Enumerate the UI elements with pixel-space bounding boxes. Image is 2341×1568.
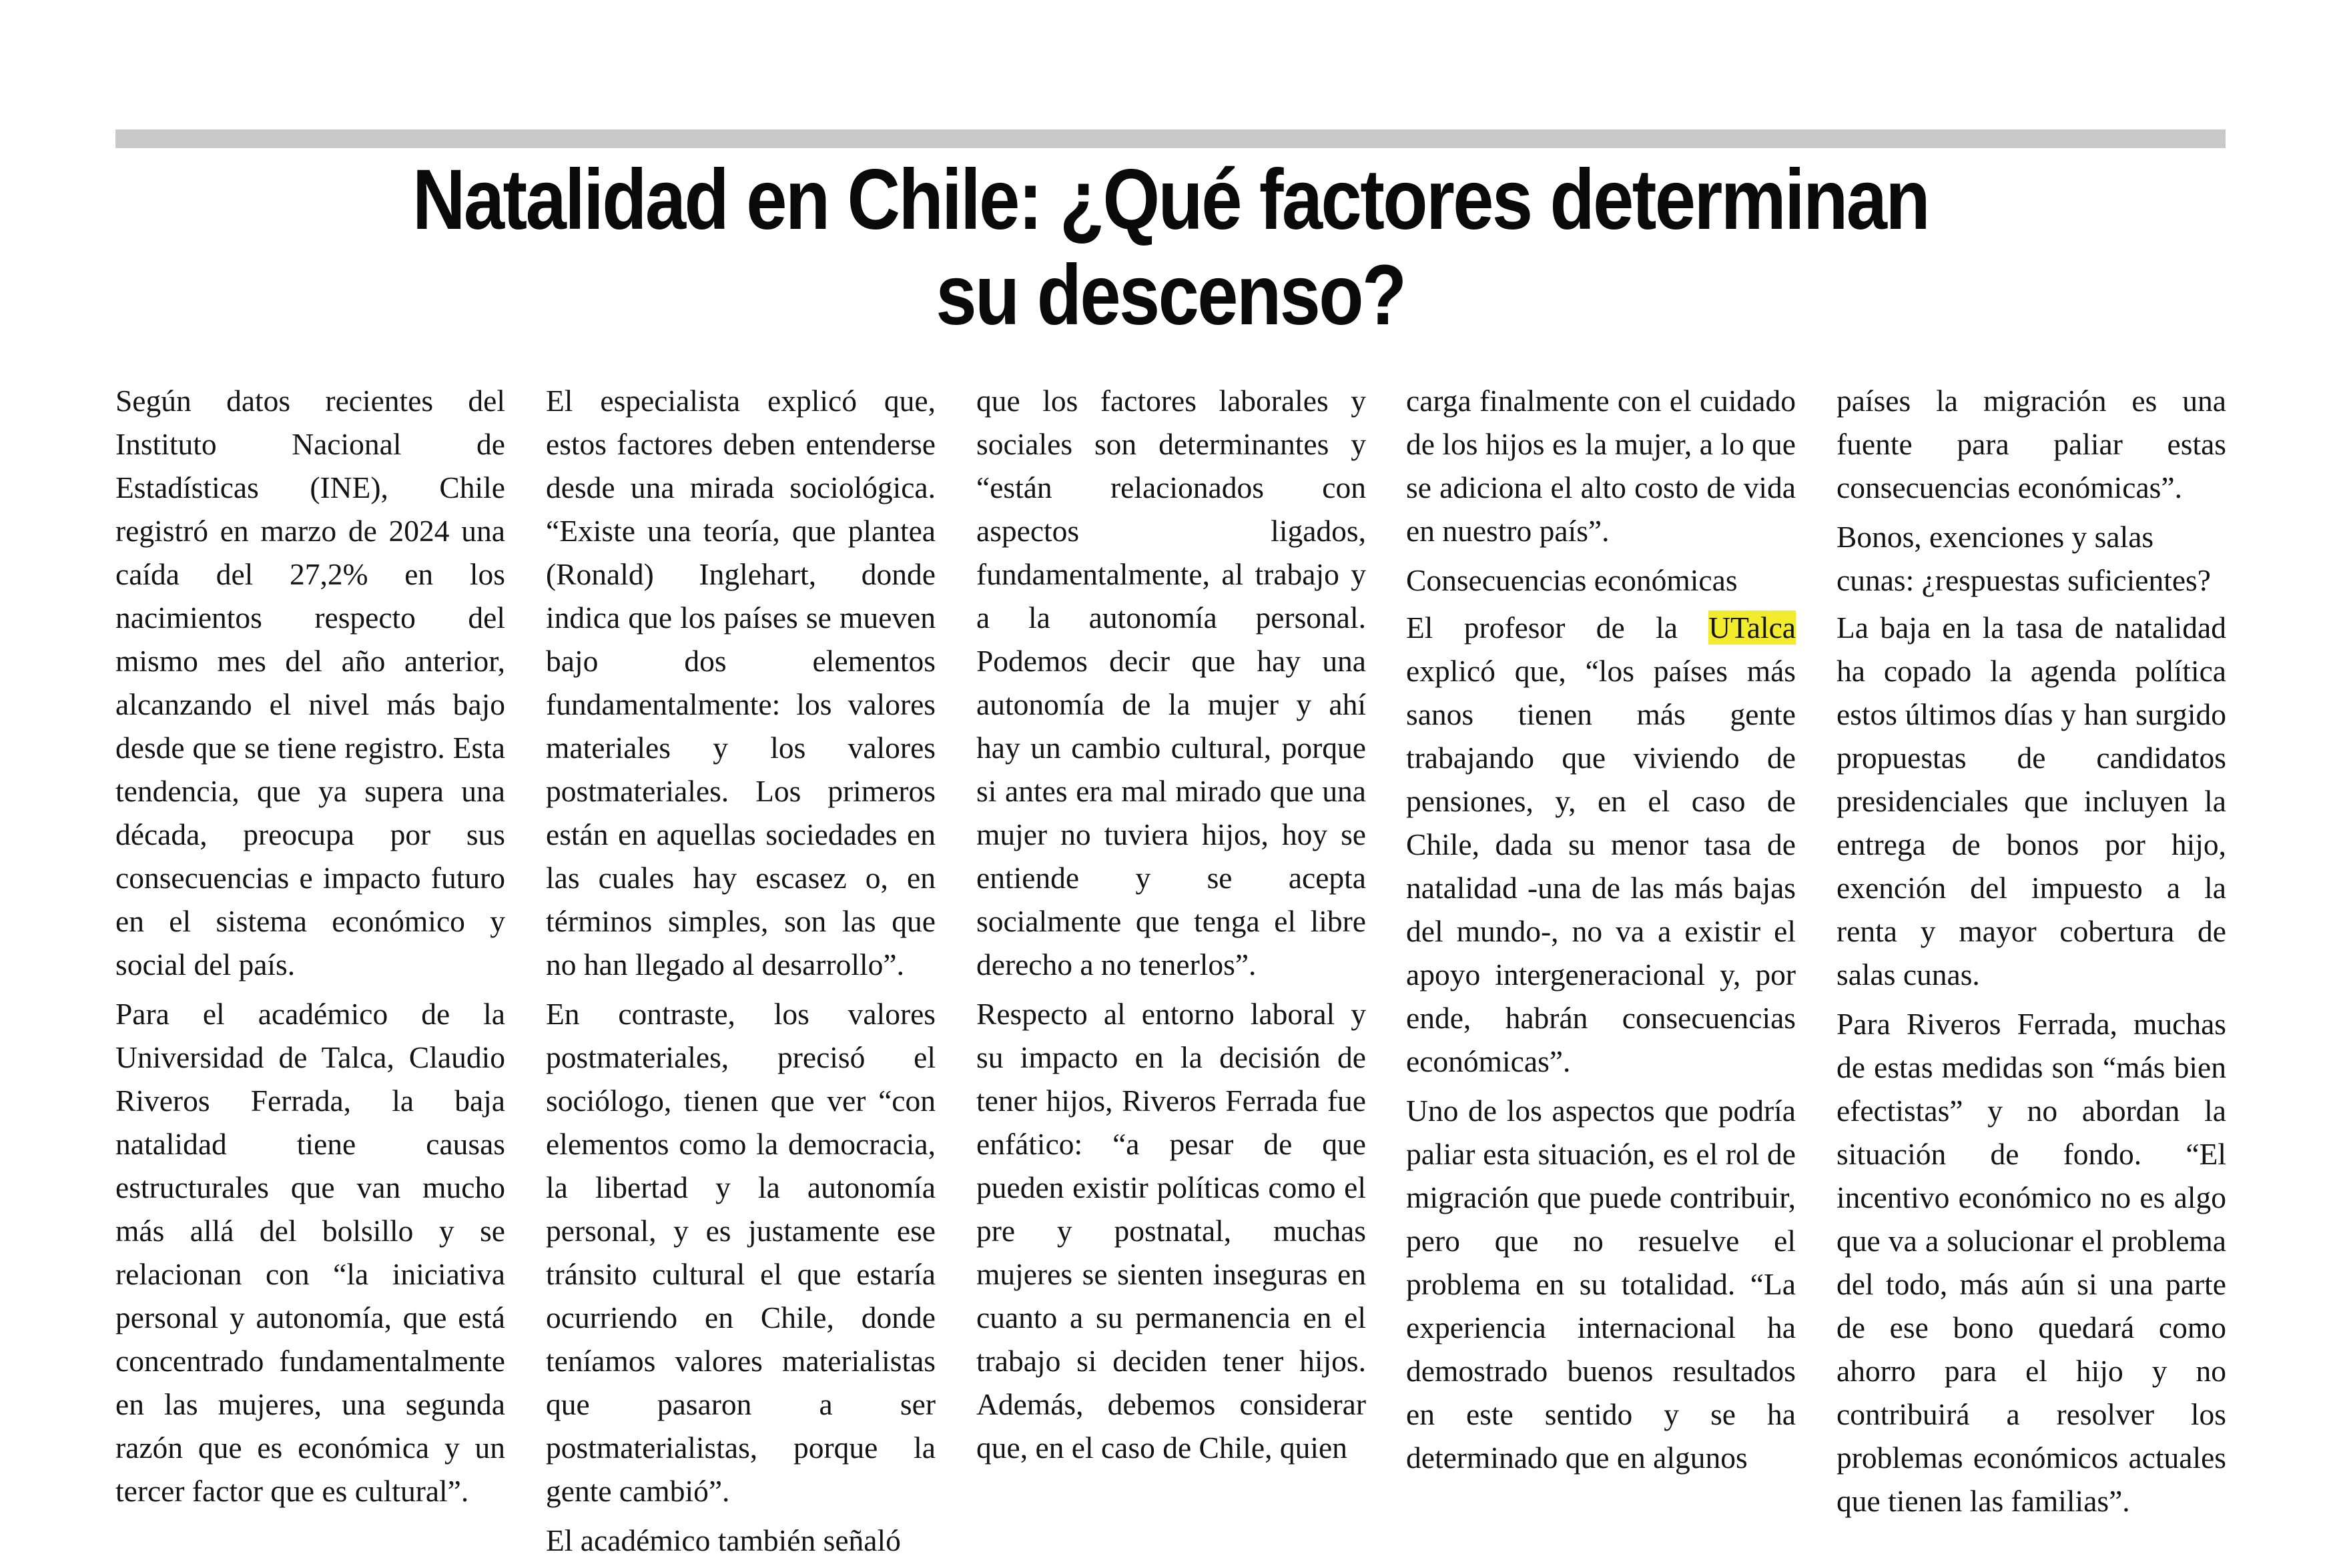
paragraph-text: El profesor de la [1406, 611, 1709, 645]
article-column-4 [1406, 379, 1796, 1485]
headline [263, 152, 2077, 343]
body-paragraph: Respecto al entorno laboral y su impacto en la decisión de tener hijos, Riveros Ferrada fue enfático: “a pesar de que pueden existir políticas como el pre y postnatal, muchas mujeres se sienten inseguras en cuanto a su permanencia en el trabajo si deciden tener hijos. Además, debemos considerar que, en el caso de Chile, quien [976, 997, 1366, 1465]
article-column-1 [115, 379, 505, 1519]
body-paragraph: Para Riveros Ferrada, muchas de estas medidas son “más bien efectistas” y no abordan la situación de fondo. “El incentivo económico no es algo que va a solucionar el problema del todo, más aún si una parte de ese bono quedará como ahorro para el hijo y no contribuirá a resolver los problemas económicos actuales que tienen las familias”. [1836, 1007, 2226, 1518]
article-column-2 [546, 379, 936, 1568]
body-paragraph: Para el académico de la Universidad de Talca, Claudio Riveros Ferrada, la baja natalidad tiene causas estructurales que van mucho más allá del bolsillo y se relacionan con “la iniciativa personal y autonomía, que está concentrado fundamentalmente en las mujeres, una segunda razón que es económica y un tercer factor que es cultural”. [115, 997, 505, 1508]
article-column-5 [1836, 379, 2226, 1529]
section-subheading: Consecuencias económicas [1406, 563, 1738, 597]
body-paragraph [1406, 606, 1796, 1083]
body-paragraph: Uno de los aspectos que podría paliar esta situación, es el rol de migración que puede contribuir, pero que no resuelve el problema en su totalidad. “La experiencia internacional ha demostrado buenos resultados en este sentido y se ha determinado que en algunos [1406, 1094, 1796, 1475]
headline-line-2: su descenso? [936, 248, 1405, 343]
article-column-3 [976, 379, 1366, 1475]
body-paragraph: El especialista explicó que, estos factores deben entenderse desde una mirada sociológica. “Existe una teoría, que plantea (Ronald) Inglehart, donde indica que los países se mueven bajo dos elementos fundamentalmente: los valores materiales y los valores postmateriales. Los primeros están en aquellas sociedades en las cuales hay escasez o, en términos simples, son las que no han llegado al desarrollo”. [546, 384, 936, 982]
body-paragraph: En contraste, los valores postmateriales, precisó el sociólogo, tienen que ver “con elementos como la democracia, la libertad y la autonomía personal, y es justamente ese tránsito cultural el que estaría ocurriendo en Chile, donde teníamos valores materialistas que pasaron a ser postmaterialistas, porque la gente cambió”. [546, 997, 936, 1508]
headline-line-1: Natalidad en Chile: ¿Qué factores determinan [412, 152, 1929, 248]
paragraph-text: explicó que, “los países más sanos tienen más gente trabajando que viviendo de pensiones, y, en el caso de Chile, dada su menor tasa de natalidad -una de las más bajas del mundo-, no va a existir el apoyo intergeneracional y, por ende, habrán consecuencias económicas”. [1406, 654, 1796, 1078]
body-paragraph: países la migración es una fuente para paliar estas consecuencias económicas”. [1836, 384, 2226, 504]
body-paragraph: La baja en la tasa de natalidad ha copado la agenda política estos últimos días y han surgido propuestas de candidatos presidenciales que incluyen la entrega de bonos por hijo, exención del impuesto a la renta y mayor cobertura de salas cunas. [1836, 611, 2226, 992]
header-rule [115, 129, 2226, 148]
body-paragraph: que los factores laborales y sociales son determinantes y “están relacionados con aspectos ligados, fundamentalmente, al trabajo y a la autonomía personal. Podemos decir que hay una autonomía de la mujer y ahí hay un cambio cultural, porque si antes era mal mirado que una mujer no tuviera hijos, hoy se entiende y se acepta socialmente que tenga el libre derecho a no tenerlos”. [976, 384, 1366, 982]
body-paragraph: El académico también señaló [546, 1523, 901, 1557]
highlighted-text: UTalca [1708, 611, 1796, 645]
body-paragraph: Según datos recientes del Instituto Nacional de Estadísticas (INE), Chile registró en marzo de 2024 una caída del 27,2% en los nacimientos respecto del mismo mes del año anterior, alcanzando el nivel más bajo desde que se tiene registro. Esta tendencia, que ya supera una década, preocupa por sus consecuencias e impacto futuro en el sistema económico y social del país. [115, 384, 505, 982]
body-paragraph: carga finalmente con el cuidado de los hijos es la mujer, a lo que se adiciona el alto costo de vida en nuestro país”. [1406, 384, 1796, 548]
section-subheading: Bonos, exenciones y salas cunas: ¿respuestas suficientes? [1836, 520, 2211, 597]
